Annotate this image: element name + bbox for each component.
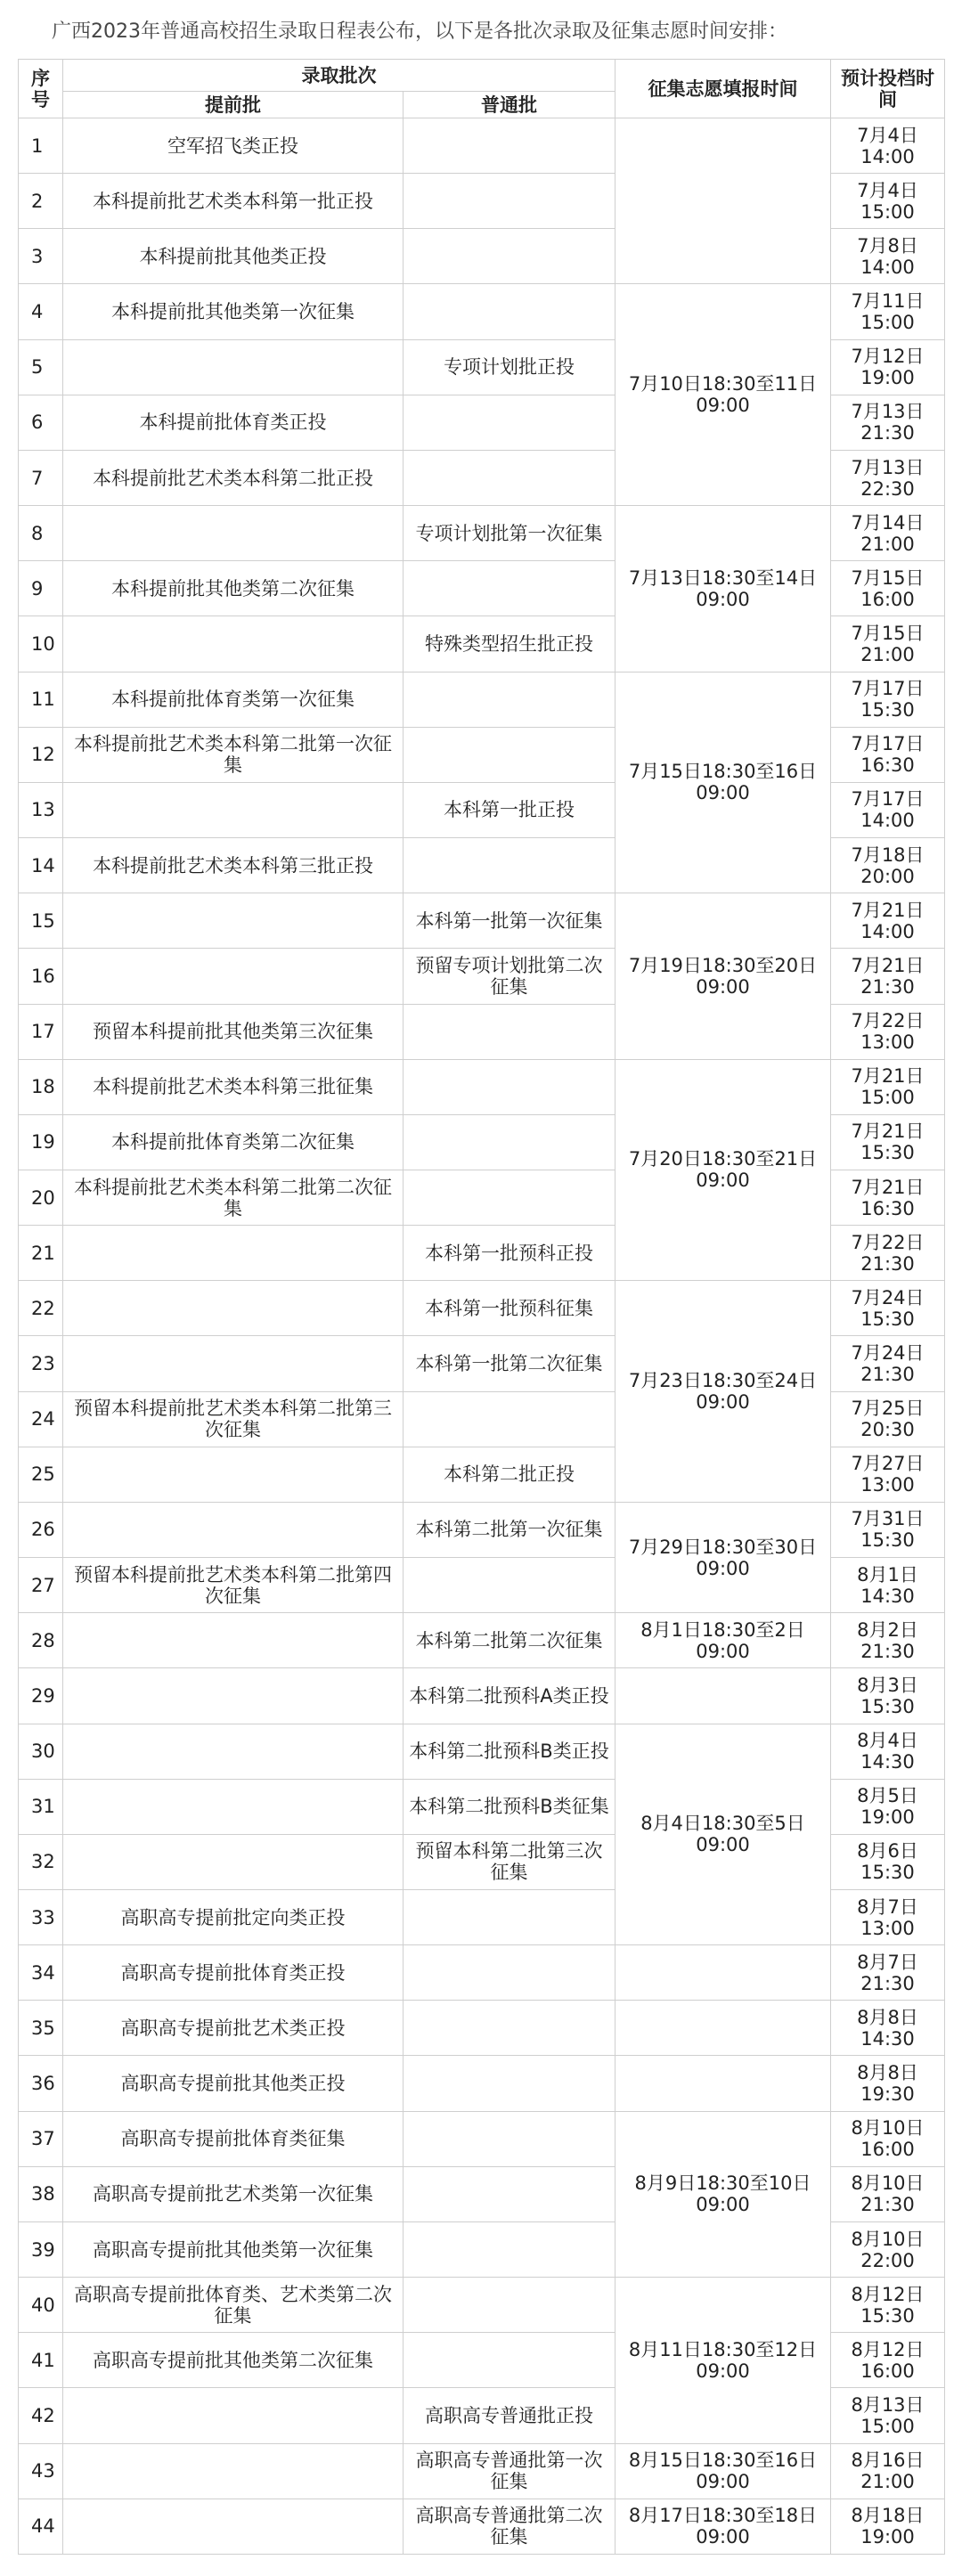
regular-batch-cell (404, 1391, 616, 1447)
table-row (19, 1613, 945, 1668)
regular-batch-cell (404, 1059, 616, 1114)
early-batch-cell (63, 2499, 404, 2554)
regular-batch-cell (404, 561, 616, 616)
early-batch-cell: 本科提前批其他类第二次征集 (63, 561, 404, 616)
solicit-time-cell: 8月4日18:30至5日09:00 (616, 1724, 831, 1945)
scheduled-time-cell: 7月4日14:00 (831, 118, 945, 174)
early-batch-cell (63, 1613, 404, 1668)
regular-batch-cell: 预留本科第二批第三次征集 (404, 1834, 616, 1889)
regular-batch-cell (404, 1114, 616, 1170)
early-batch-cell: 本科提前批艺术类本科第三批征集 (63, 1059, 404, 1114)
scheduled-time-cell: 8月12日16:00 (831, 2333, 945, 2388)
table-row (19, 1724, 945, 1779)
table-row (19, 1945, 945, 2001)
regular-batch-cell: 本科第一批第一次征集 (404, 893, 616, 949)
early-batch-cell: 高职高专提前批定向类正投 (63, 1890, 404, 1945)
early-batch-cell: 高职高专提前批艺术类第一次征集 (63, 2166, 404, 2221)
scheduled-time-cell: 7月21日15:30 (831, 1114, 945, 1170)
early-batch-cell (63, 1668, 404, 1724)
regular-batch-cell (404, 229, 616, 284)
table-row (19, 1059, 945, 1114)
row-number: 24 (19, 1391, 63, 1447)
scheduled-time-cell: 7月13日21:30 (831, 395, 945, 450)
regular-batch-cell (404, 2221, 616, 2277)
scheduled-time-cell: 8月13日15:00 (831, 2388, 945, 2443)
row-number: 3 (19, 229, 63, 284)
regular-batch-cell: 本科第二批预科A类正投 (404, 1668, 616, 1724)
early-batch-cell (63, 1834, 404, 1889)
row-number: 12 (19, 727, 63, 782)
row-number: 11 (19, 672, 63, 727)
scheduled-time-cell: 7月15日16:00 (831, 561, 945, 616)
solicit-time-cell: 7月29日18:30至30日09:00 (616, 1502, 831, 1612)
row-number: 2 (19, 174, 63, 229)
row-number: 38 (19, 2166, 63, 2221)
early-batch-cell: 预留本科提前批其他类第三次征集 (63, 1004, 404, 1059)
solicit-time-cell: 8月17日18:30至18日09:00 (616, 2499, 831, 2554)
early-batch-cell (63, 2388, 404, 2443)
header-early-batch: 提前批 (63, 92, 404, 118)
scheduled-time-cell: 7月15日21:00 (831, 616, 945, 672)
early-batch-cell (63, 1447, 404, 1502)
regular-batch-cell (404, 1890, 616, 1945)
regular-batch-cell (404, 1004, 616, 1059)
scheduled-time-cell: 7月17日14:00 (831, 782, 945, 837)
early-batch-cell: 本科提前批体育类第一次征集 (63, 672, 404, 727)
table-row (19, 893, 945, 949)
early-batch-cell: 高职高专提前批体育类、艺术类第二次征集 (63, 2278, 404, 2333)
solicit-time-cell (616, 1945, 831, 2001)
row-number: 34 (19, 1945, 63, 2001)
table-row (19, 672, 945, 727)
table-row (19, 2443, 945, 2499)
early-batch-cell: 本科提前批艺术类本科第一批正投 (63, 174, 404, 229)
row-number: 6 (19, 395, 63, 450)
early-batch-cell: 高职高专提前批体育类正投 (63, 1945, 404, 2001)
regular-batch-cell (404, 727, 616, 782)
early-batch-cell (63, 506, 404, 561)
early-batch-cell (63, 1226, 404, 1281)
solicit-time-cell: 7月10日18:30至11日09:00 (616, 284, 831, 506)
row-number: 1 (19, 118, 63, 174)
row-number: 22 (19, 1281, 63, 1336)
scheduled-time-cell: 7月21日14:00 (831, 893, 945, 949)
regular-batch-cell: 专项计划批第一次征集 (404, 506, 616, 561)
table-row (19, 2499, 945, 2554)
table-row (19, 284, 945, 339)
early-batch-cell: 高职高专提前批其他类第一次征集 (63, 2221, 404, 2277)
solicit-time-cell: 8月1日18:30至2日09:00 (616, 1613, 831, 1668)
solicit-time-cell: 8月15日18:30至16日09:00 (616, 2443, 831, 2499)
regular-batch-cell: 高职高专普通批第二次征集 (404, 2499, 616, 2554)
intro-text: 广西2023年普通高校招生录取日程表公布，以下是各批次录取及征集志愿时间安排： (52, 20, 787, 43)
scheduled-time-cell: 8月10日21:30 (831, 2166, 945, 2221)
row-number: 36 (19, 2056, 63, 2111)
regular-batch-cell (404, 2333, 616, 2388)
early-batch-cell (63, 949, 404, 1004)
row-number: 29 (19, 1668, 63, 1724)
header-regular-batch: 普通批 (404, 92, 616, 118)
regular-batch-cell (404, 2056, 616, 2111)
row-number: 41 (19, 2333, 63, 2388)
regular-batch-cell (404, 2278, 616, 2333)
early-batch-cell: 本科提前批体育类第二次征集 (63, 1114, 404, 1170)
regular-batch-cell (404, 395, 616, 450)
row-number: 31 (19, 1779, 63, 1834)
early-batch-cell (63, 893, 404, 949)
row-number: 44 (19, 2499, 63, 2554)
scheduled-time-cell: 8月2日21:30 (831, 1613, 945, 1668)
regular-batch-cell (404, 118, 616, 174)
early-batch-cell (63, 1336, 404, 1391)
early-batch-cell: 本科提前批艺术类本科第二批第二次征集 (63, 1170, 404, 1225)
table-row (19, 2278, 945, 2333)
scheduled-time-cell: 7月18日20:00 (831, 838, 945, 893)
row-number: 42 (19, 2388, 63, 2443)
scheduled-time-cell: 7月21日15:00 (831, 1059, 945, 1114)
table-body (19, 118, 945, 2555)
solicit-time-cell (616, 2001, 831, 2056)
scheduled-time-cell: 8月6日15:30 (831, 1834, 945, 1889)
early-batch-cell: 高职高专提前批其他类第二次征集 (63, 2333, 404, 2388)
early-batch-cell (63, 1502, 404, 1557)
row-number: 37 (19, 2111, 63, 2166)
regular-batch-cell (404, 672, 616, 727)
row-number: 7 (19, 450, 63, 505)
early-batch-cell (63, 2443, 404, 2499)
row-number: 39 (19, 2221, 63, 2277)
row-number: 10 (19, 616, 63, 672)
row-number: 19 (19, 1114, 63, 1170)
solicit-time-cell: 7月20日18:30至21日09:00 (616, 1059, 831, 1281)
scheduled-time-cell: 8月10日22:00 (831, 2221, 945, 2277)
table-row (19, 2111, 945, 2166)
scheduled-time-cell: 7月14日21:00 (831, 506, 945, 561)
regular-batch-cell: 本科第二批正投 (404, 1447, 616, 1502)
regular-batch-cell (404, 284, 616, 339)
regular-batch-cell (404, 2166, 616, 2221)
early-batch-cell: 高职高专提前批艺术类正投 (63, 2001, 404, 2056)
row-number: 5 (19, 339, 63, 395)
scheduled-time-cell: 8月16日21:00 (831, 2443, 945, 2499)
scheduled-time-cell: 7月8日14:00 (831, 229, 945, 284)
regular-batch-cell (404, 174, 616, 229)
row-number: 16 (19, 949, 63, 1004)
scheduled-time-cell: 8月10日16:00 (831, 2111, 945, 2166)
solicit-time-cell: 8月9日18:30至10日09:00 (616, 2111, 831, 2277)
admission-schedule-table (18, 59, 945, 2555)
row-number: 18 (19, 1059, 63, 1114)
regular-batch-cell: 本科第一批第二次征集 (404, 1336, 616, 1391)
regular-batch-cell: 特殊类型招生批正投 (404, 616, 616, 672)
regular-batch-cell: 本科第二批预科B类正投 (404, 1724, 616, 1779)
row-number: 43 (19, 2443, 63, 2499)
row-number: 30 (19, 1724, 63, 1779)
row-number: 27 (19, 1558, 63, 1613)
early-batch-cell (63, 339, 404, 395)
solicit-time-cell (616, 1668, 831, 1724)
regular-batch-cell: 高职高专普通批第一次征集 (404, 2443, 616, 2499)
row-number: 8 (19, 506, 63, 561)
scheduled-time-cell: 8月1日14:30 (831, 1558, 945, 1613)
early-batch-cell (63, 1724, 404, 1779)
scheduled-time-cell: 8月7日13:00 (831, 1890, 945, 1945)
scheduled-time-cell: 7月21日21:30 (831, 949, 945, 1004)
scheduled-time-cell: 8月8日19:30 (831, 2056, 945, 2111)
scheduled-time-cell: 8月3日15:30 (831, 1668, 945, 1724)
table-row (19, 118, 945, 174)
solicit-time-cell: 7月23日18:30至24日09:00 (616, 1281, 831, 1503)
early-batch-cell (63, 616, 404, 672)
row-number: 26 (19, 1502, 63, 1557)
header-no: 序号 (19, 60, 63, 118)
row-number: 32 (19, 1834, 63, 1889)
table-row (19, 506, 945, 561)
scheduled-time-cell: 7月25日20:30 (831, 1391, 945, 1447)
regular-batch-cell: 本科第二批第一次征集 (404, 1502, 616, 1557)
scheduled-time-cell: 7月4日15:00 (831, 174, 945, 229)
scheduled-time-cell: 7月31日15:30 (831, 1502, 945, 1557)
scheduled-time-cell: 7月22日21:30 (831, 1226, 945, 1281)
regular-batch-cell: 本科第二批第二次征集 (404, 1613, 616, 1668)
solicit-time-cell: 7月19日18:30至20日09:00 (616, 893, 831, 1059)
header-solicit-time: 征集志愿填报时间 (616, 60, 831, 118)
early-batch-cell: 空军招飞类正投 (63, 118, 404, 174)
regular-batch-cell: 本科第一批预科征集 (404, 1281, 616, 1336)
scheduled-time-cell: 8月7日21:30 (831, 1945, 945, 2001)
early-batch-cell: 预留本科提前批艺术类本科第二批第四次征集 (63, 1558, 404, 1613)
row-number: 4 (19, 284, 63, 339)
solicit-time-cell (616, 118, 831, 284)
scheduled-time-cell: 7月17日16:30 (831, 727, 945, 782)
regular-batch-cell (404, 1558, 616, 1613)
scheduled-time-cell: 7月27日13:00 (831, 1447, 945, 1502)
early-batch-cell (63, 1281, 404, 1336)
early-batch-cell: 本科提前批体育类正投 (63, 395, 404, 450)
early-batch-cell: 预留本科提前批艺术类本科第二批第三次征集 (63, 1391, 404, 1447)
row-number: 15 (19, 893, 63, 949)
regular-batch-cell: 本科第一批预科正投 (404, 1226, 616, 1281)
table-row (19, 2056, 945, 2111)
row-number: 9 (19, 561, 63, 616)
solicit-time-cell: 8月11日18:30至12日09:00 (616, 2278, 831, 2443)
regular-batch-cell: 高职高专普通批正投 (404, 2388, 616, 2443)
scheduled-time-cell: 8月4日14:30 (831, 1724, 945, 1779)
table-row (19, 1668, 945, 1724)
row-number: 33 (19, 1890, 63, 1945)
solicit-time-cell: 7月13日18:30至14日09:00 (616, 506, 831, 672)
early-batch-cell (63, 782, 404, 837)
scheduled-time-cell: 7月13日22:30 (831, 450, 945, 505)
row-number: 21 (19, 1226, 63, 1281)
row-number: 35 (19, 2001, 63, 2056)
scheduled-time-cell: 7月22日13:00 (831, 1004, 945, 1059)
early-batch-cell: 高职高专提前批其他类正投 (63, 2056, 404, 2111)
early-batch-cell: 本科提前批艺术类本科第二批正投 (63, 450, 404, 505)
table-row (19, 1502, 945, 1557)
row-number: 23 (19, 1336, 63, 1391)
regular-batch-cell (404, 1945, 616, 2001)
scheduled-time-cell: 8月8日14:30 (831, 2001, 945, 2056)
row-number: 20 (19, 1170, 63, 1225)
row-number: 40 (19, 2278, 63, 2333)
row-number: 13 (19, 782, 63, 837)
row-number: 17 (19, 1004, 63, 1059)
regular-batch-cell: 专项计划批正投 (404, 339, 616, 395)
early-batch-cell: 本科提前批其他类正投 (63, 229, 404, 284)
early-batch-cell (63, 1779, 404, 1834)
regular-batch-cell: 本科第二批预科B类征集 (404, 1779, 616, 1834)
early-batch-cell: 本科提前批其他类第一次征集 (63, 284, 404, 339)
regular-batch-cell: 预留专项计划批第二次征集 (404, 949, 616, 1004)
regular-batch-cell (404, 2111, 616, 2166)
table-row (19, 2001, 945, 2056)
regular-batch-cell (404, 2001, 616, 2056)
scheduled-time-cell: 7月24日21:30 (831, 1336, 945, 1391)
regular-batch-cell: 本科第一批正投 (404, 782, 616, 837)
scheduled-time-cell: 8月12日15:30 (831, 2278, 945, 2333)
scheduled-time-cell: 7月21日16:30 (831, 1170, 945, 1225)
scheduled-time-cell: 7月24日15:30 (831, 1281, 945, 1336)
regular-batch-cell (404, 1170, 616, 1225)
early-batch-cell: 高职高专提前批体育类征集 (63, 2111, 404, 2166)
row-number: 14 (19, 838, 63, 893)
regular-batch-cell (404, 838, 616, 893)
regular-batch-cell (404, 450, 616, 505)
scheduled-time-cell: 7月12日19:00 (831, 339, 945, 395)
scheduled-time-cell: 7月17日15:30 (831, 672, 945, 727)
row-number: 25 (19, 1447, 63, 1502)
scheduled-time-cell: 8月5日19:00 (831, 1779, 945, 1834)
early-batch-cell: 本科提前批艺术类本科第三批正投 (63, 838, 404, 893)
solicit-time-cell: 7月15日18:30至16日09:00 (616, 672, 831, 893)
scheduled-time-cell: 8月18日19:00 (831, 2499, 945, 2554)
solicit-time-cell (616, 2056, 831, 2111)
table-row (19, 1281, 945, 1336)
early-batch-cell: 本科提前批艺术类本科第二批第一次征集 (63, 727, 404, 782)
row-number: 28 (19, 1613, 63, 1668)
header-batch: 录取批次 (63, 60, 616, 92)
header-scheduled-time: 预计投档时间 (831, 60, 945, 118)
scheduled-time-cell: 7月11日15:00 (831, 284, 945, 339)
